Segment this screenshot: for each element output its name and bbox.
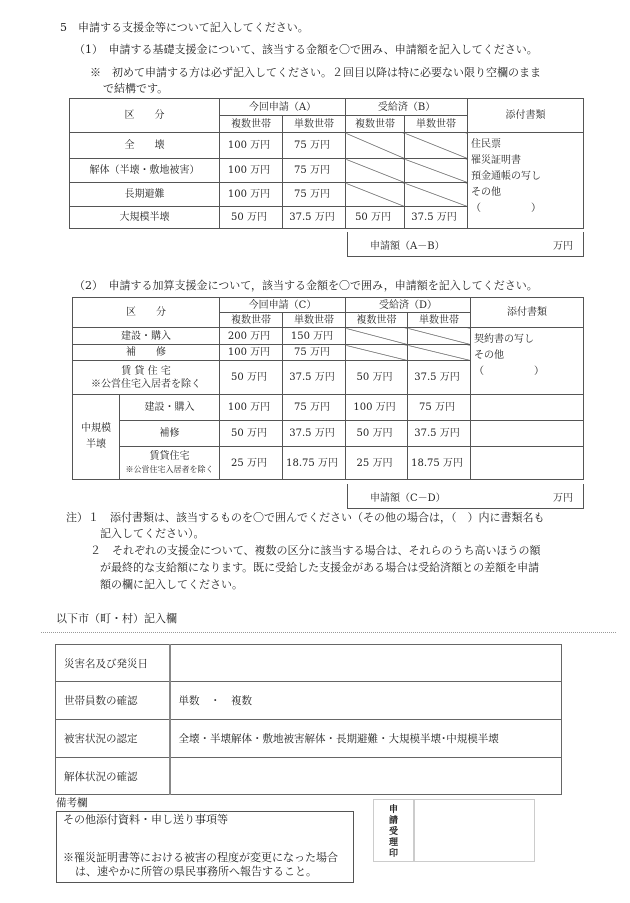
amount-option[interactable]: 75 万円 — [283, 133, 346, 159]
header-received: 受給済（B） — [346, 99, 468, 116]
damage-status-field[interactable]: 全壊・半壊解体・敷地被害解体・長期避難・大規模半壊･中規模半壊 — [170, 720, 562, 758]
part1-note-cont: で結構です。 — [103, 82, 169, 95]
amount-option[interactable]: 50 万円 — [220, 361, 283, 395]
basic-support-table — [69, 98, 584, 229]
doc-item[interactable]: 預金通帳の写し — [471, 171, 542, 182]
crossed-cell — [408, 328, 471, 345]
amount-option[interactable]: 37.5 万円 — [283, 207, 346, 229]
household-count-field[interactable]: 単数 ・ 複数 — [170, 682, 562, 720]
row-label: 長期避難 — [70, 183, 220, 207]
row-label-note: ※公営住宅入居者を除く — [91, 378, 201, 390]
demolition-status-field[interactable] — [170, 758, 562, 795]
crossed-cell — [405, 133, 468, 159]
doc-item[interactable]: その他 — [474, 350, 504, 361]
part1-note: ※ 初めて申請する方は必ず記入してください。２回目以降は特に必要ない限り空欄のまま — [90, 66, 541, 79]
amount-option[interactable]: 75 万円 — [408, 395, 471, 421]
crossed-cell — [346, 159, 405, 183]
amount-option[interactable]: 75 万円 — [283, 395, 346, 421]
amount-option[interactable]: 25 万円 — [220, 447, 283, 480]
remarks-label: 備考欄 — [56, 797, 88, 809]
amount-option[interactable]: 18.75 万円 — [283, 447, 346, 480]
stamp-label-cell — [373, 799, 415, 862]
disaster-name-field[interactable] — [170, 645, 562, 682]
amount-option[interactable]: 150 万円 — [283, 328, 346, 345]
empty-docs-cell — [471, 447, 584, 480]
group-label — [73, 395, 120, 480]
row-label: 補 修 — [73, 345, 220, 361]
amount-option[interactable]: 50 万円 — [346, 207, 405, 229]
note-2-cont: 額の欄に記入してください。 — [100, 578, 243, 591]
row-label: 災害名及び発災日 — [56, 645, 170, 682]
header-docs: 添付書類 — [468, 99, 584, 133]
total-unit: 万円 — [553, 240, 573, 252]
header-current: 今回申請（C） — [220, 298, 346, 313]
header-category: 区 分 — [70, 99, 220, 133]
note-2: ２ それぞれの支援金について、複数の区分に該当する場合は、それらのうち高いほうの額 — [90, 544, 541, 557]
amount-option[interactable]: 200 万円 — [220, 328, 283, 345]
row-label: 世帯員数の確認 — [56, 682, 170, 720]
stamp-label-text: 申請受理印 — [388, 805, 398, 859]
row-label-note: ※公営住宅入居者を除く — [125, 465, 214, 474]
sub-single: 単数世帯 — [405, 116, 468, 133]
total-label: 申請額（C－D） — [370, 492, 446, 504]
sub-multi: 複数世帯 — [346, 313, 408, 328]
crossed-cell — [346, 183, 405, 207]
row-label — [73, 361, 220, 395]
row-label: 建設・購入 — [120, 395, 220, 421]
remarks-placeholder: その他添付資料・申し送り事項等 — [63, 813, 228, 826]
amount-option[interactable]: 100 万円 — [220, 133, 283, 159]
amount-option[interactable]: 100 万円 — [346, 395, 408, 421]
city-section-heading: 以下市（町・村）記入欄 — [56, 612, 177, 625]
crossed-cell — [346, 328, 408, 345]
attached-docs-list — [468, 133, 584, 229]
total-label: 申請額（A－B） — [370, 240, 445, 252]
doc-other-field[interactable]: （ ） — [471, 203, 542, 214]
row-label: 被害状況の認定 — [56, 720, 170, 758]
table-row — [73, 421, 584, 447]
city-entry-table — [55, 644, 562, 795]
note-2-cont: が最終的な支給額になります。既に受給した支援金がある場合は受給済額との差額を申請 — [100, 561, 540, 574]
sub-single: 単数世帯 — [408, 313, 471, 328]
amount-option[interactable]: 100 万円 — [220, 183, 283, 207]
amount-option[interactable]: 50 万円 — [346, 421, 408, 447]
amount-option[interactable]: 37.5 万円 — [408, 361, 471, 395]
section-heading: 5 申請する支援金等について記入してください。 — [60, 21, 309, 34]
part1-instruction: （1） 申請する基礎支援金について、該当する金額を〇で囲み、申請額を記入してください。 — [74, 43, 538, 56]
application-amount-field[interactable] — [347, 232, 584, 257]
row-label: 建設・購入 — [73, 328, 220, 345]
amount-option[interactable]: 37.5 万円 — [405, 207, 468, 229]
crossed-cell — [405, 159, 468, 183]
amount-option[interactable]: 37.5 万円 — [408, 421, 471, 447]
amount-option[interactable]: 50 万円 — [346, 361, 408, 395]
amount-option[interactable]: 75 万円 — [283, 345, 346, 361]
table-row — [56, 720, 562, 758]
row-label: 全 壊 — [70, 133, 220, 159]
amount-option[interactable]: 100 万円 — [220, 345, 283, 361]
amount-option[interactable]: 25 万円 — [346, 447, 408, 480]
table-row — [70, 133, 584, 159]
doc-item[interactable]: 住民票 — [471, 139, 502, 150]
crossed-cell — [346, 345, 408, 361]
header-current: 今回申請（A） — [220, 99, 346, 116]
empty-docs-cell — [471, 421, 584, 447]
remarks-note: ※罹災証明書等における被害の程度が変更になった場合 — [63, 851, 338, 864]
doc-other-field[interactable]: （ ） — [474, 366, 544, 377]
note-1-cont: 記入してください）。 — [100, 527, 205, 540]
amount-option[interactable]: 37.5 万円 — [283, 421, 346, 447]
header-docs: 添付書類 — [471, 298, 584, 328]
doc-item[interactable]: 罹災証明書 — [471, 155, 522, 166]
header-received: 受給済（D） — [346, 298, 471, 313]
empty-docs-cell — [471, 395, 584, 421]
amount-option[interactable]: 50 万円 — [220, 421, 283, 447]
stamp-label — [388, 805, 400, 860]
table-row — [73, 447, 584, 480]
header-category: 区 分 — [73, 298, 220, 328]
sub-multi: 複数世帯 — [220, 313, 283, 328]
amount-option[interactable]: 75 万円 — [283, 183, 346, 207]
part2-instruction: （2） 申請する加算支援金について，該当する金額を〇で囲み，申請額を記入してください。 — [74, 279, 538, 292]
sub-multi: 複数世帯 — [346, 116, 405, 133]
amount-option[interactable]: 37.5 万円 — [283, 361, 346, 395]
table-row — [73, 328, 584, 345]
row-label-main: 賃 貸 住 宅 — [121, 365, 171, 377]
divider — [41, 632, 616, 633]
table-row — [56, 682, 562, 720]
note-1: 注）１ 添付書類は、該当するものを〇で囲んでください（その他の場合は，（ ）内に書類名も — [66, 511, 545, 524]
remarks-note-cont: は、速やかに所管の県民事務所へ報告すること。 — [75, 865, 317, 878]
sub-multi: 複数世帯 — [220, 116, 283, 133]
table-row — [73, 395, 584, 421]
sub-single: 単数世帯 — [283, 116, 346, 133]
table-row — [56, 758, 562, 795]
receipt-stamp-field[interactable] — [413, 799, 535, 862]
amount-option[interactable]: 75 万円 — [283, 159, 346, 183]
amount-option[interactable]: 100 万円 — [220, 395, 283, 421]
row-label: 大規模半壊 — [70, 207, 220, 229]
total-unit: 万円 — [553, 492, 573, 504]
table-row — [56, 645, 562, 682]
row-label: 解体（半壊・敷地被害） — [70, 159, 220, 183]
group-label-text: 中規模半壊 — [81, 423, 111, 450]
amount-option[interactable]: 50 万円 — [220, 207, 283, 229]
amount-option[interactable]: 100 万円 — [220, 159, 283, 183]
row-label: 補修 — [120, 421, 220, 447]
sub-single: 単数世帯 — [283, 313, 346, 328]
row-label-main: 賃貸住宅 — [149, 451, 190, 462]
doc-item[interactable]: その他 — [471, 187, 502, 198]
crossed-cell — [408, 345, 471, 361]
row-label: 解体状況の確認 — [56, 758, 170, 795]
additional-support-table — [72, 297, 584, 480]
crossed-cell — [405, 183, 468, 207]
remarks-field[interactable] — [56, 811, 354, 883]
amount-option[interactable]: 18.75 万円 — [408, 447, 471, 480]
doc-item[interactable]: 契約書の写し — [474, 334, 534, 345]
application-amount-field[interactable] — [347, 484, 584, 509]
attached-docs-list — [471, 328, 584, 395]
crossed-cell — [346, 133, 405, 159]
row-label — [120, 447, 220, 480]
